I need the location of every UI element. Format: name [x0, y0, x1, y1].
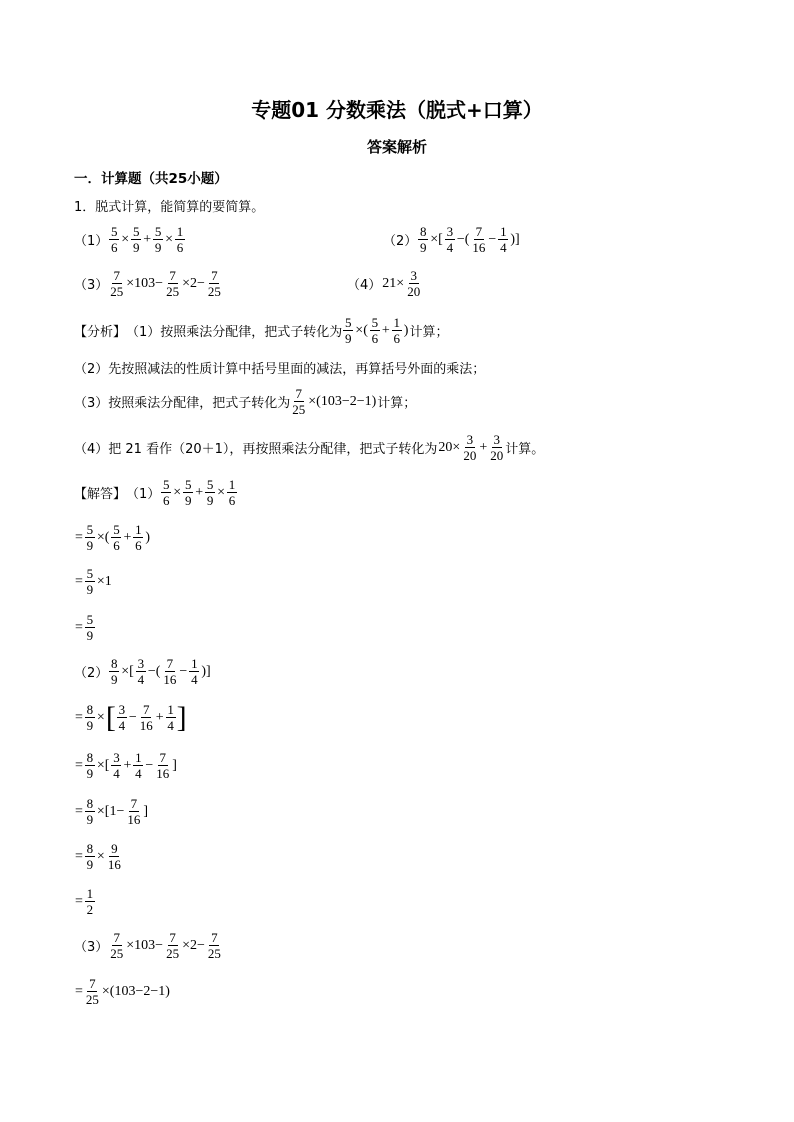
page-title: 专题01 分数乘法（脱式+口算） [251, 98, 543, 122]
fraction: $\frac{5}{9}$ [132, 224, 140, 255]
fraction: $\frac{8}{9}$ [86, 750, 94, 781]
fraction: 3 4 [113, 750, 120, 781]
solution-step: = $\frac{8}{9}$ ×[1− $\frac{7}{16}$ ] [75, 796, 149, 827]
fraction: 5 6 [113, 522, 120, 553]
fraction: $\frac{5}{6}$ [163, 477, 170, 508]
analysis-tag: 【分析】 [74, 325, 127, 340]
fraction: $\frac{3}{20}$ [463, 432, 477, 463]
fraction: $\frac{1}{6}$ [228, 477, 236, 508]
fraction: $\frac{1}{4}$ [191, 656, 198, 687]
analysis-1: 【分析】 （1）按照乘法分配律，把式子转化为 $\frac{5}{9}$ ×( 5 6 + $\frac{1}{6}$ ) 计算； [74, 315, 449, 346]
fraction: $\frac{5}{9}$ [86, 566, 94, 597]
fraction: $\frac{7}{25}$ [110, 930, 124, 961]
fraction: $\frac{1}{6}$ [393, 315, 401, 346]
fraction: $\frac{7}{25}$ [85, 976, 99, 1007]
fraction: $\frac{8}{9}$ [86, 796, 94, 827]
solution-step: = $\frac{1}{2}$ [75, 886, 94, 917]
analysis-4: （4）把 21 看作（20＋1），再按照乘法分配律，把式子转化为 20× $\frac{3}{20}$ + $\frac{3}{20}$ 计算。 [74, 432, 545, 463]
fraction: $\frac{5}{9}$ [206, 477, 214, 508]
problem-4: （4） 21× $\frac{3}{20}$ [347, 268, 421, 299]
fraction: $\frac{5}{9}$ [86, 522, 94, 553]
problem-2-label: （2） [383, 234, 418, 249]
fraction: $\frac{5}{9}$ [86, 612, 94, 643]
solution-step: = $\frac{8}{9}$ × [ 3 4 − $\frac{7}{16}$ + $\frac{1}{4}$ ] [75, 700, 187, 734]
problem-2: （2） $\frac{8}{9}$ ×[ 3 4 −( 7 16 − $\frac{1}{4}$ )] [383, 224, 520, 255]
fraction: $\frac{7}{16}$ [127, 796, 141, 827]
fraction: $\frac{8}{9}$ [111, 656, 118, 687]
fraction: $\frac{7}{25}$ [292, 386, 306, 417]
fraction: $\frac{7}{25}$ [166, 268, 180, 299]
fraction: $\frac{1}{2}$ [86, 886, 94, 917]
fraction: 3 4 [137, 656, 145, 687]
fraction: $\frac{7}{16}$ [156, 750, 170, 781]
solution-step: = $\frac{7}{25}$ ×(103−2−1) [75, 976, 170, 1007]
question-prompt: 1．脱式计算，能简算的要简算。 [74, 200, 265, 215]
fraction: 3 4 [446, 224, 454, 255]
fraction: 7 16 [163, 656, 177, 687]
fraction: $\frac{1}{4}$ [500, 224, 507, 255]
solution-step: = $\frac{8}{9}$ ×[ 3 4 + $\frac{1}{4}$ − $\frac{7}{16}$ ] [75, 750, 177, 781]
fraction: 3 4 [118, 702, 126, 733]
solution-step: = $\frac{5}{9}$ [75, 612, 94, 643]
fraction: $\frac{1}{6}$ [135, 522, 142, 553]
analysis-3: （3）按照乘法分配律，把式子转化为 $\frac{7}{25}$ ×(103−2−1) 计算； [74, 386, 417, 417]
fraction: $\frac{8}{9}$ [86, 841, 94, 872]
fraction: $\frac{7}{25}$ [110, 268, 124, 299]
fraction: $\frac{5}{6}$ [111, 224, 118, 255]
fraction: $\frac{1}{6}$ [176, 224, 184, 255]
fraction: $\frac{9}{16}$ [107, 841, 121, 872]
solution-step: = $\frac{5}{9}$ ×1 [75, 566, 112, 597]
solution-3-header: （3） $\frac{7}{25}$ ×103− $\frac{7}{25}$ ×2− $\frac{7}{25}$ [74, 930, 221, 961]
fraction: 7 16 [472, 224, 486, 255]
solution-tag: 【解答】 [74, 487, 127, 502]
fraction: $\frac{3}{20}$ [490, 432, 504, 463]
analysis-2: （2）先按照减法的性质计算中括号里面的减法，再算括号外面的乘法； [74, 362, 486, 377]
solution-1-header: 【解答】 （1） $\frac{5}{6}$ × $\frac{5}{9}$ + $\frac{5}{9}$ × $\frac{1}{6}$ [74, 477, 236, 508]
fraction: $\frac{5}{9}$ [184, 477, 192, 508]
fraction: $\frac{8}{9}$ [86, 702, 94, 733]
fraction: $\frac{7}{25}$ [166, 930, 180, 961]
problem-1-label: （1） [74, 234, 109, 249]
page-subtitle: 答案解析 [366, 138, 427, 156]
solution-step: = $\frac{8}{9}$ × $\frac{9}{16}$ [75, 841, 121, 872]
fraction: $\frac{7}{25}$ [207, 268, 221, 299]
problem-3: （3） $\frac{7}{25}$ ×103− $\frac{7}{25}$ ×2− $\frac{7}{25}$ [74, 268, 221, 299]
fraction: $\frac{7}{16}$ [139, 702, 153, 733]
section-heading: 一．计算题（共25小题） [74, 171, 228, 187]
problem-4-label: （4） [347, 278, 382, 293]
fraction: $\frac{1}{4}$ [167, 702, 174, 733]
fraction: $\frac{5}{9}$ [154, 224, 162, 255]
fraction: $\frac{5}{9}$ [345, 315, 352, 346]
fraction: $\frac{8}{9}$ [420, 224, 427, 255]
fraction: 5 6 [371, 315, 379, 346]
fraction: $\frac{7}{25}$ [207, 930, 221, 961]
fraction: $\frac{3}{20}$ [407, 268, 421, 299]
fraction: $\frac{1}{4}$ [135, 750, 142, 781]
problem-1: （1） $\frac{5}{6}$ × $\frac{5}{9}$ + $\frac{5}{9}$ × $\frac{1}{6}$ [74, 224, 184, 255]
solution-step: = $\frac{5}{9}$ ×( 5 6 + $\frac{1}{6}$ ) [75, 522, 151, 553]
problem-3-label: （3） [74, 278, 109, 293]
solution-2-header: （2） $\frac{8}{9}$ ×[ 3 4 −( 7 16 − $\frac{1}{4}$ )] [74, 656, 211, 687]
